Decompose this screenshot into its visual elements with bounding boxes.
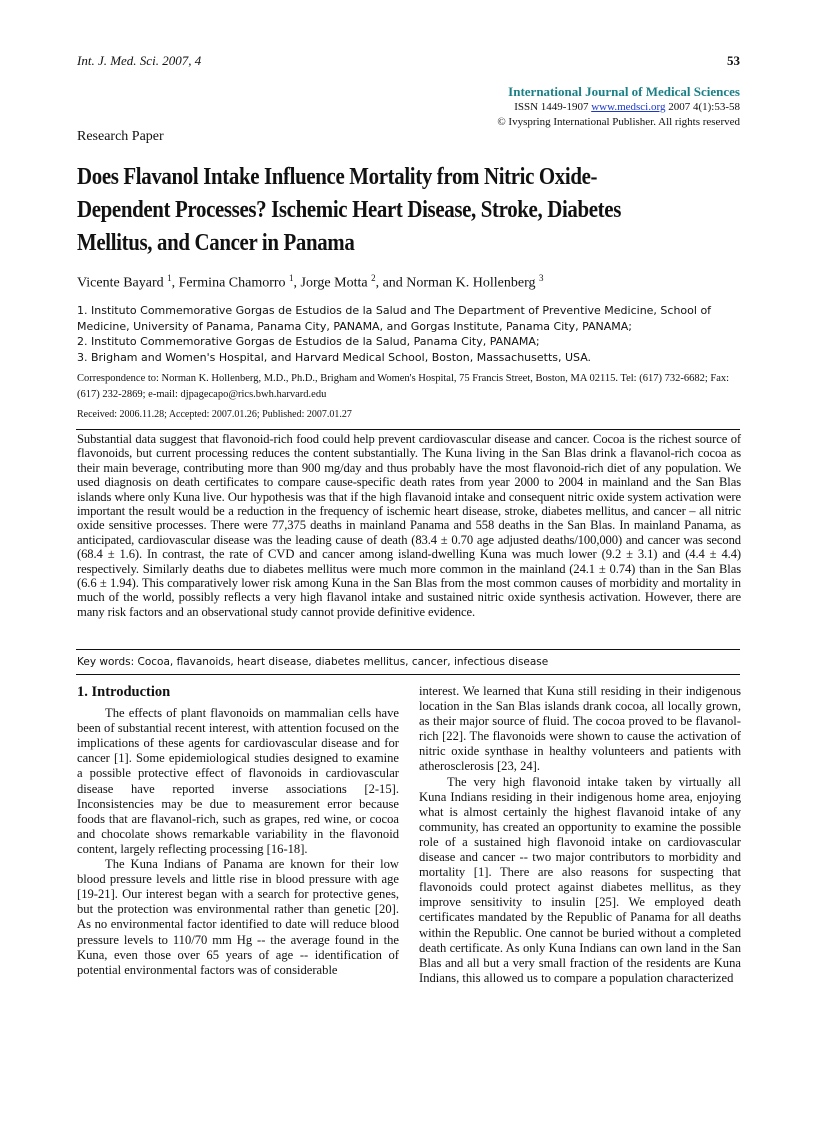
author-affiliation-mark: 3	[539, 273, 544, 283]
journal-citation: Int. J. Med. Sci. 2007, 4	[77, 53, 202, 68]
right-column	[419, 684, 741, 986]
keywords-rule	[76, 674, 740, 675]
author-affiliation-mark: 2	[371, 273, 376, 283]
journal-masthead	[497, 83, 740, 130]
copyright-line: © Ivyspring International Publisher. All rights reserved	[497, 116, 740, 128]
affiliation-item: 2. Instituto Commemorative Gorgas de Estudios de la Salud, Panama City, PANAMA;	[77, 335, 540, 348]
running-head	[77, 53, 740, 71]
author-separator: , and	[375, 275, 407, 291]
author-separator: ,	[171, 275, 179, 291]
body-paragraph: interest. We learned that Kuna still residing in their indigenous location in the San Blas islands drank cocoa, all locally grown, as their major source of fluid. The cocoa proved to be flavanol-rich [22]. The flavonoids were shown to cause the activation of nitric oxide synthase in healthy volunteers and patients with atherosclerosis [23, 24].	[419, 684, 741, 774]
abstract: Substantial data suggest that flavonoid-rich food could help prevent cardiovascular disease and cancer. Cocoa is the richest source of flavonoids, but current processing reduces the content substantially. The Kuna living in the San Blas drink a flavanol-rich cocoa as their main beverage, contributing more than 900 mg/day and thus probably have the most flavonoid-rich diet of any population. We used diagnosis on death certificates to compare cause-specific death rates from year 2000 to 2004 in mainland and the San Blas islands where only Kuna live. Our hypothesis was that if the high flavanoid intake and consequent nitric oxide system activation were important the result would be a reduction in the frequency of ischemic heart disease, stroke, diabetes mellitus, and cancer – all nitric oxide sensitive processes. There were 77,375 deaths in mainland Panama and 558 deaths in the San Blas. In mainland Panama, as anticipated, cardiovascular disease was the leading cause of death (83.4 ± 0.70 age adjusted deaths/100,000) and cancer was second (68.4 ± 1.6). In contrast, the rate of CVD and cancer among island-dwelling Kuna was much lower (9.2 ± 3.1) and (4.4 ± 4.4) respectively. Similarly deaths due to diabetes mellitus were much more common in the mainland (24.1 ± 0.74) than in the San Blas (6.6 ± 1.94). This comparatively lower risk among Kuna in the San Blas from the most common causes of morbidity and mortality in much of the world, possibly reflects a very high flavanol intake and sustained nitric oxide synthesis activation. However, there are many risk factors and an observational study cannot provide definitive evidence.	[77, 432, 741, 619]
abstract-top-rule	[76, 429, 740, 430]
author-list	[77, 273, 544, 292]
page-number: 53	[727, 53, 740, 68]
issn-suffix: 2007 4(1):53-58	[665, 101, 740, 113]
body-paragraph: The Kuna Indians of Panama are known for their low blood pressure levels and little rise in blood pressure with age [19-21]. Our interest began with a search for protective genes, but the protection was environmental rather than genetic [20]. As no environmental factor identified to date will reduce blood pressure levels to 110/70 mm Hg -- the average found in the Kuna, even those over 65 years of age -- identification of potential environmental factors was of considerable	[77, 857, 399, 977]
author-name: Vicente Bayard	[77, 275, 168, 291]
affiliations	[77, 303, 741, 365]
issn-line	[497, 100, 740, 115]
article-type: Research Paper	[77, 129, 164, 144]
author-affiliation-mark: 1	[167, 273, 172, 283]
keywords: Key words: Cocoa, flavanoids, heart disease, diabetes mellitus, cancer, infectious disease	[77, 656, 549, 668]
article-title: Does Flavanol Intake Influence Mortality from Nitric Oxide-Dependent Processes? Ischemic Heart Disease, Stroke, Diabetes Mellitus, and Cancer in Panama	[77, 164, 621, 256]
section-heading: 1. Introduction	[77, 684, 171, 700]
author-separator: ,	[293, 275, 301, 291]
author-affiliation-mark: 1	[289, 273, 294, 283]
received-dates: Received: 2006.11.28; Accepted: 2007.01.26; Published: 2007.01.27	[77, 409, 352, 420]
left-column	[77, 685, 399, 978]
abstract-bottom-rule	[76, 649, 740, 650]
affiliation-item: 1. Instituto Commemorative Gorgas de Estudios de la Salud and The Department of Preventive Medicine, School of Medicine, University of Panama, Panama City, PANAMA, and Gorgas Institute, Panama City, PANAMA;	[77, 304, 712, 333]
body-paragraph: The effects of plant flavonoids on mammalian cells have been of substantial recent interest, with attention focused on the implications of these agents for cardiovascular disease and for cancer [1]. Some epidemiological studies designed to examine a possible protective effect of flavonoids in cardiovascular disease have reported inverse associations [2-15]. Inconsistencies may be due to measurement error because foods that are flavanol-rich, such as grapes, red wine, or cocoa and chocolate shows remarkable variability in the flavonoid content, largely reflecting processing [16-18].	[77, 706, 399, 856]
journal-name: International Journal of Medical Sciences	[508, 84, 740, 99]
affiliation-item: 3. Brigham and Women's Hospital, and Harvard Medical School, Boston, Massachusetts, USA.	[77, 350, 592, 364]
correspondence: Correspondence to: Norman K. Hollenberg, M.D., Ph.D., Brigham and Women's Hospital, 75 Francis Street, Boston, MA 02115. Tel: (617) 732-6682; Fax: (617) 232-2869; e-mail: djpagecapo@rics.bwh.harvard.edu	[77, 373, 730, 400]
author-name: Jorge Motta	[300, 275, 372, 291]
body-paragraph: The very high flavonoid intake taken by virtually all Kuna Indians residing in their indigenous home area, enjoying what is almost certainly the highest flavanoid intake of any community, has created an opportunity to examine the possible role of a sustained high flavonoid intake on cardiovascular disease and cancer -- two major contributors to morbidity and mortality [1]. There are also reasons for suspecting that flavonoids could protect against diabetes mellitus, as they improve sensitivity to insulin [25]. We employed death certificates mandated by the Republic of Panama for all deaths within the Republic. One cannot be buried without a completed death certificate. As only Kuna Indians can own land in the San Blas and all but a very small fraction of the residents are Kuna Indians, this allowed us to compare a population characterized	[419, 774, 741, 985]
issn-prefix: ISSN 1449-1907	[514, 101, 592, 113]
author-name: Norman K. Hollenberg	[406, 275, 539, 291]
author-name: Fermina Chamorro	[178, 275, 290, 291]
journal-website-link[interactable]: www.medsci.org	[591, 101, 666, 113]
